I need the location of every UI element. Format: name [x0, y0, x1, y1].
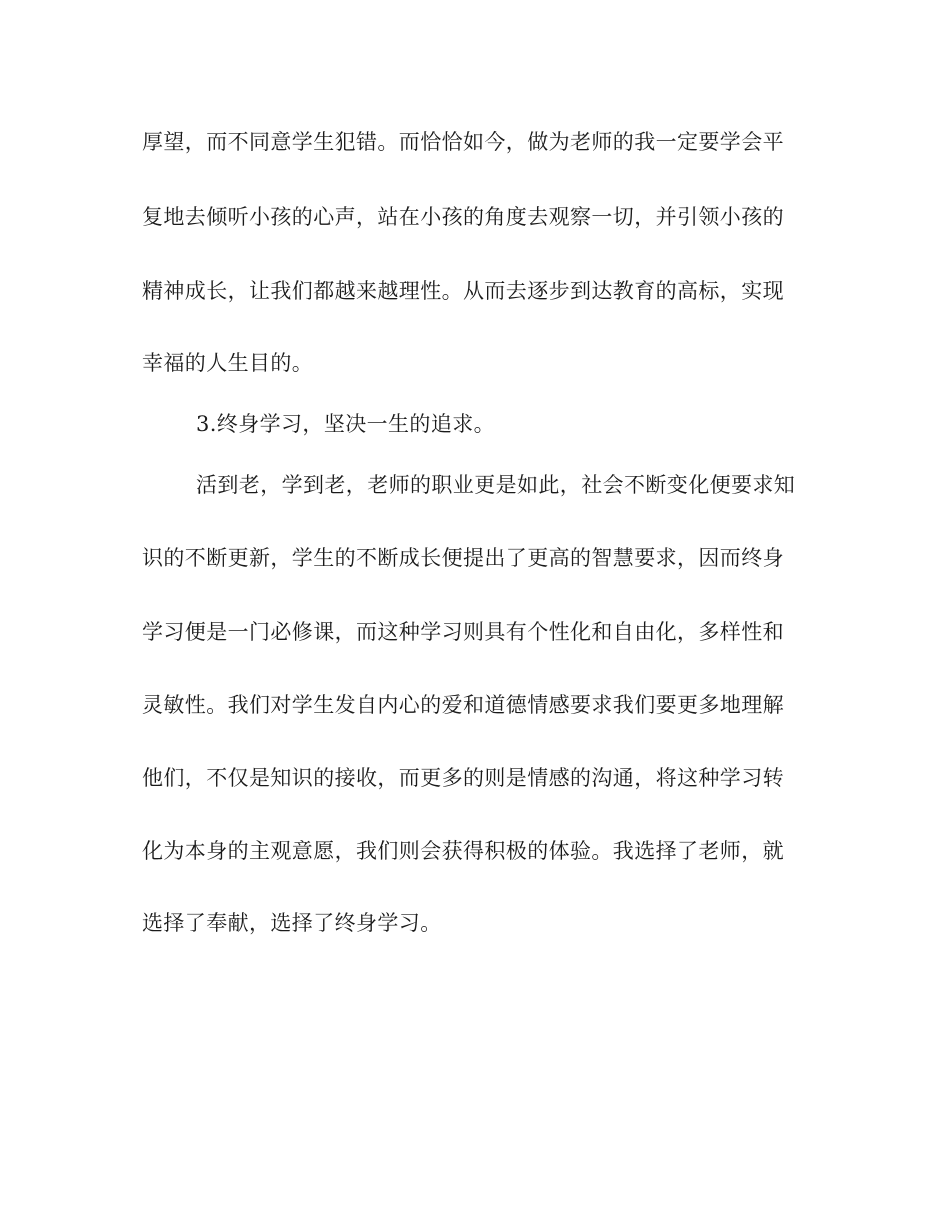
- text-line: 他们，不仅是知识的接收，而更多的则是情感的沟通，将这种学习转: [142, 766, 784, 790]
- text-line: 活到老，学到老，老师的职业更是如此，社会不断变化便要求知: [196, 473, 796, 497]
- text-line: 学习便是一门必修课，而这种学习则具有个性化和自由化，多样性和: [142, 620, 784, 644]
- text-line: 选择了奉献，选择了终身学习。: [142, 911, 442, 935]
- text-line: 识的不断更新，学生的不断成长便提出了更高的智慧要求，因而终身: [142, 546, 784, 570]
- section-heading: 3.终身学习，坚决一生的追求。: [196, 412, 496, 436]
- text-line: 精神成长，让我们都越来越理性。从而去逐步到达教育的高标，实现: [142, 279, 784, 303]
- text-line: 厚望，而不同意学生犯错。而恰恰如今，做为老师的我一定要学会平: [142, 130, 784, 154]
- text-line: 幸福的人生目的。: [142, 351, 314, 375]
- text-line: 化为本身的主观意愿，我们则会获得积极的体验。我选择了老师，就: [142, 839, 784, 863]
- text-line: 复地去倾听小孩的心声，站在小孩的角度去观察一切，并引领小孩的: [142, 205, 784, 229]
- text-line: 灵敏性。我们对学生发自内心的爱和道德情感要求我们要更多地理解: [142, 693, 784, 717]
